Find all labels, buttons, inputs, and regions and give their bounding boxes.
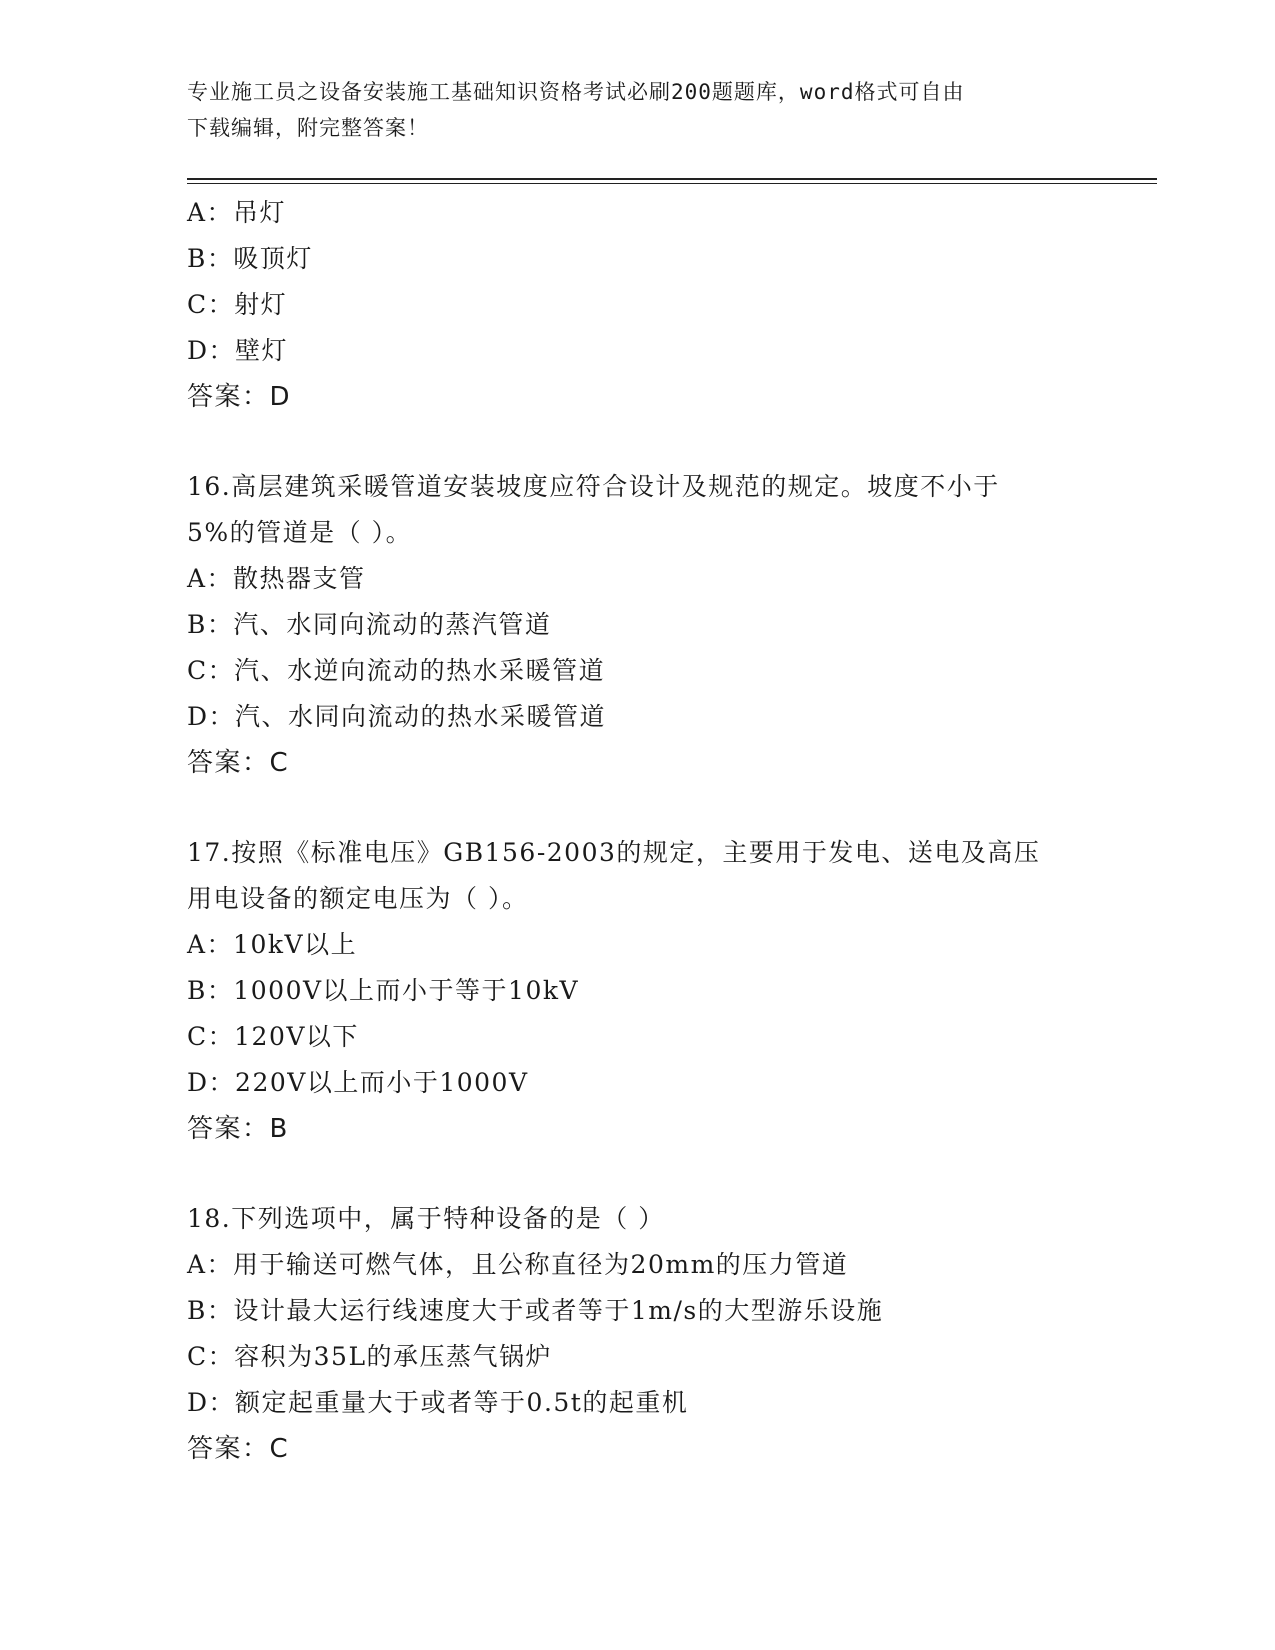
answer: 答案：D: [187, 382, 292, 412]
option-c: C：120V以下: [187, 1022, 359, 1051]
option-d: D：额定起重量大于或者等于0.5t的起重机: [187, 1388, 689, 1417]
option-b: B：设计最大运行线速度大于或者等于1m/s的大型游乐设施: [187, 1296, 884, 1325]
option-b: B：1000V以上而小于等于10kV: [187, 976, 580, 1005]
question-stem-cont: 5%的管道是（ ）。: [187, 518, 413, 547]
option-c: C：射灯: [187, 290, 288, 319]
question-16: [187, 464, 1087, 786]
answer: 答案：C: [187, 1434, 290, 1464]
question-15: [187, 190, 1087, 420]
question-stem-cont: 用电设备的额定电压为（ ）。: [187, 884, 529, 913]
answer: 答案：B: [187, 1114, 289, 1144]
option-b: B：汽、水同向流动的蒸汽管道: [187, 610, 552, 639]
question-stem: 16.高层建筑采暖管道安装坡度应符合设计及规范的规定。坡度不小于: [187, 472, 1000, 501]
question-17: [187, 830, 1087, 1152]
option-d: D：220V以上而小于1000V: [187, 1068, 529, 1097]
option-a: A：10kV以上: [187, 930, 358, 959]
question-18: [187, 1196, 1087, 1472]
answer: 答案：C: [187, 748, 290, 778]
option-a: A：用于输送可燃气体，且公称直径为20mm的压力管道: [187, 1250, 849, 1279]
option-d: D：汽、水同向流动的热水采暖管道: [187, 702, 607, 731]
option-c: C：汽、水逆向流动的热水采暖管道: [187, 656, 606, 685]
option-c: C：容积为35L的承压蒸气锅炉: [187, 1342, 553, 1371]
header-rule-thick: [187, 178, 1157, 180]
option-b: B：吸顶灯: [187, 244, 313, 273]
question-list: [187, 190, 1087, 1472]
option-a: A：散热器支管: [187, 564, 366, 593]
header-line-2: 下载编辑，附完整答案！: [187, 116, 429, 140]
header-line-1: 专业施工员之设备安装施工基础知识资格考试必刷200题题库，word格式可自由: [187, 80, 965, 104]
question-stem: 18.下列选项中，属于特种设备的是（ ）: [187, 1204, 665, 1233]
document-header: [187, 74, 1087, 146]
header-rule-thin: [187, 183, 1157, 184]
question-stem: 17.按照《标准电压》GB156-2003的规定，主要用于发电、送电及高压: [187, 838, 1041, 867]
option-d: D：壁灯: [187, 336, 289, 365]
option-a: A：吊灯: [187, 198, 287, 227]
